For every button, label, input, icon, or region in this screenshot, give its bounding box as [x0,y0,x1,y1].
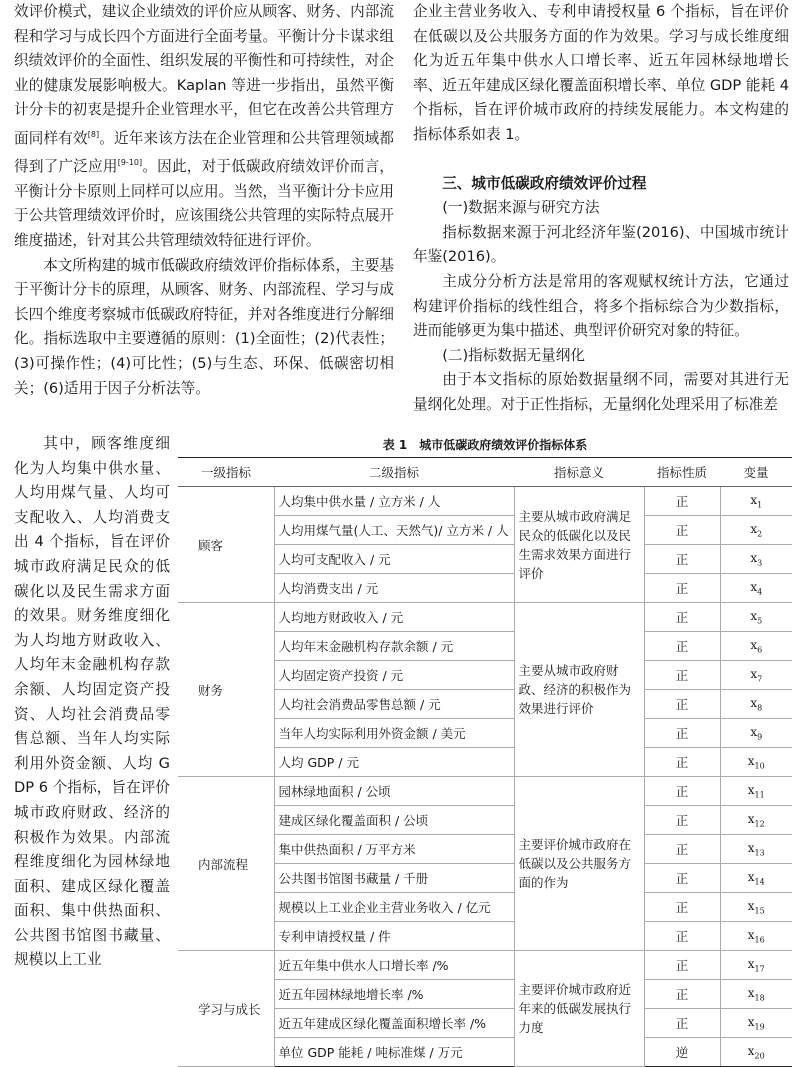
level1-indicator: 内部流程 [178,777,274,951]
indicator-nature: 正 [644,632,720,661]
left-paragraph-2: 本文所构建的城市低碳政府绩效评价指标体系，主要基于平衡计分卡的原理，从顾客、财务、内部流程、学习与成长四个维度考察城市低碳政府特征，并对各维度进行分解细化。指标选取中主要遵循的原则：(1)全面性；(2)代表性；(3)可操作性；(4)可比性；(5)与生态、环保、低碳密切相关；(6)适用于因子分析法等。 [14,256,394,397]
table-row [178,777,792,806]
variable-cell [720,545,792,574]
indicator-nature: 正 [644,603,720,632]
left-paragraph-1 [14,0,394,254]
variable-cell [720,487,792,516]
citation-9-10: [9-10] [117,158,143,168]
level1-indicator: 顾客 [178,487,274,603]
variable-symbol: x [747,840,755,855]
variable-cell [720,806,792,835]
level2-indicator: 集中供热面积 / 万平方米 [274,835,514,864]
variable-subscript: 4 [757,587,763,597]
level2-indicator: 人均用煤气量(人工、天然气)/ 立方米 / 人 [274,516,514,545]
variable-subscript: 1 [757,500,763,510]
variable-symbol: x [750,579,758,594]
variable-symbol: x [747,985,755,1000]
indicator-meaning: 主要评价城市政府近年来的低碳发展执行力度 [514,951,644,1067]
variable-cell [720,922,792,951]
level2-indicator: 园林绿地面积 / 公顷 [274,777,514,806]
variable-subscript: 14 [754,877,765,887]
indicator-nature: 逆 [644,1038,720,1067]
left-p1-text: 效评价模式，建议企业绩效的评价应从顾客、财务、内部流程和学习与成长四个方面进行全面考量。平衡计分卡谋求组织绩效评价的全面性、组织发展的平衡性和可持续性，对企业的健康发展影响极大。Kaplan 等进一步指出，虽然平衡计分卡的初衷是提升企业管理水平，但它在改善公共管理方面同样有效 [14,3,394,147]
indicator-nature: 正 [644,1009,720,1038]
variable-cell [720,864,792,893]
right-paragraph-1: 企业主营业务收入、专利申请授权量 6 个指标，旨在评价在低碳以及公共服务方面的作为效果。学习与成长维度细化为近五年集中供水人口增长率、近五年园林绿地增长率、近五年建成区绿化覆盖面积增长率、单位 GDP 能耗 4 个指标，旨在评价城市政府的持续发展能力。本文构建的指标体系如表 1。 [413,3,789,143]
left-column [14,0,394,401]
level2-indicator: 人均年末金融机构存款余额 / 元 [274,632,514,661]
level2-indicator: 专利申请授权量 / 件 [274,922,514,951]
variable-symbol: x [747,1014,755,1029]
header-level1: 一级指标 [178,458,274,487]
level2-indicator: 人均 GDP / 元 [274,748,514,777]
indicator-nature: 正 [644,980,720,1009]
level2-indicator: 人均消费支出 / 元 [274,574,514,603]
level1-indicator: 财务 [178,603,274,777]
variable-symbol: x [747,927,755,942]
variable-subscript: 20 [754,1051,765,1061]
variable-subscript: 7 [757,674,763,684]
indicator-nature: 正 [644,893,720,922]
variable-symbol: x [747,1043,755,1058]
variable-cell [720,574,792,603]
variable-subscript: 15 [754,906,765,916]
level2-indicator: 人均地方财政收入 / 元 [274,603,514,632]
indicator-nature: 正 [644,922,720,951]
variable-subscript: 16 [754,935,765,945]
variable-cell [720,777,792,806]
variable-subscript: 3 [757,558,763,568]
left-paragraph-3: 其中，顾客维度细化为人均集中供水量、人均用煤气量、人均可支配收入、人均消费支出 4 个指标，旨在评价城市政府满足民众的低碳化以及民生需求方面的效果。财务维度细化为人均地方财政收入、人均年末金融机构存款余额、人均固定资产投资、人均社会消费品零售总额、当年人均实际利用外资金额、人均 GDP 6 个指标，旨在评价城市政府财政、经济的积极作为效果。内部流程维度细化为园林绿地面积、建成区绿化覆盖面积、集中供热面积、公共图书馆图书藏量、规模以上工业 [14,435,170,969]
variable-subscript: 5 [757,616,763,626]
variable-cell [720,1038,792,1067]
variable-symbol: x [747,811,755,826]
table-body [178,487,792,1067]
variable-cell [720,748,792,777]
variable-subscript: 9 [757,732,763,742]
table-row [178,951,792,980]
level2-indicator: 规模以上工业企业主营业务收入 / 亿元 [274,893,514,922]
level2-indicator: 近五年建成区绿化覆盖面积增长率 /% [274,1009,514,1038]
table-header-row [178,458,792,487]
left-p1-end: 。因此，对于低碳政府绩效评价而言，平衡计分卡原则上同样可以应用。当然，当平衡计分卡应用于公共管理绩效评价时，应该围绕公共管理的实际特点展开维度描述，针对其公共管理绩效特征进行评价。 [14,158,394,250]
variable-subscript: 2 [757,529,763,539]
indicator-nature: 正 [644,487,720,516]
variable-subscript: 11 [754,790,765,800]
section-heading: 三、城市低碳政府绩效评价过程 [442,174,647,192]
indicator-meaning: 主要从城市政府财政、经济的积极作为效果进行评价 [514,603,644,777]
variable-cell [720,835,792,864]
indicator-nature: 正 [644,690,720,719]
level2-indicator: 建成区绿化覆盖面积 / 公顷 [274,806,514,835]
table-row [178,487,792,516]
variable-subscript: 17 [754,964,765,974]
variable-subscript: 18 [754,993,765,1003]
variable-cell [720,719,792,748]
variable-symbol: x [750,521,758,536]
level2-indicator: 公共图书馆图书藏量 / 千册 [274,864,514,893]
variable-symbol: x [750,492,758,507]
variable-symbol: x [747,869,755,884]
header-level2: 二级指标 [274,458,514,487]
level2-indicator: 人均可支配收入 / 元 [274,545,514,574]
indicator-nature: 正 [644,719,720,748]
subsection-heading-2: (二)指标数据无量纲化 [442,346,585,364]
level2-indicator: 单位 GDP 能耗 / 吨标准煤 / 万元 [274,1038,514,1067]
indicator-nature: 正 [644,661,720,690]
indicator-table [178,457,792,1067]
side-text-block [14,432,170,973]
level2-indicator: 近五年集中供水人口增长率 /% [274,951,514,980]
variable-cell [720,632,792,661]
spacer [413,148,789,172]
table-row [178,603,792,632]
header-meaning: 指标意义 [514,458,644,487]
header-nature: 指标性质 [644,458,720,487]
indicator-meaning: 主要从城市政府满足民众的低碳化以及民生需求效果方面进行评价 [514,487,644,603]
subsection-heading-1: (一)数据来源与研究方法 [442,199,600,217]
indicator-nature: 正 [644,777,720,806]
variable-subscript: 12 [754,819,765,829]
variable-symbol: x [747,782,755,797]
right-paragraph-4: 由于本文指标的原始数据量纲不同，需要对其进行无量纲化处理。对于正性指标，无量纲化处理采用了标准差 [413,371,789,413]
variable-subscript: 19 [754,1022,765,1032]
indicator-nature: 正 [644,951,720,980]
citation-8: [8] [87,129,100,139]
right-paragraph-2: 指标数据来源于河北经济年鉴(2016)、中国城市统计年鉴(2016)。 [413,223,789,266]
variable-cell [720,893,792,922]
variable-symbol: x [750,724,758,739]
variable-symbol: x [750,608,758,623]
level2-indicator: 人均集中供水量 / 立方米 / 人 [274,487,514,516]
variable-symbol: x [750,666,758,681]
indicator-meaning: 主要评价城市政府在低碳以及公共服务方面的作为 [514,777,644,951]
variable-symbol: x [750,550,758,565]
variable-cell [720,516,792,545]
variable-subscript: 13 [754,848,765,858]
level2-indicator: 近五年园林绿地增长率 /% [274,980,514,1009]
variable-cell [720,661,792,690]
right-paragraph-3: 主成分分析方法是常用的客观赋权统计方法，它通过构建评价指标的线性组合，将多个指标综合为少数指标，进而能够更为集中描述、典型评价研究对象的特征。 [413,272,789,340]
indicator-nature: 正 [644,864,720,893]
table-caption: 表 1 城市低碳政府绩效评价指标体系 [382,438,588,452]
level2-indicator: 人均社会消费品零售总额 / 元 [274,690,514,719]
indicator-nature: 正 [644,748,720,777]
right-column [413,0,789,418]
left-p1-mid: 。近年来该方法在企业管理和公共管理领域都得到了广泛应用 [14,129,394,176]
variable-symbol: x [750,637,758,652]
indicator-nature: 正 [644,806,720,835]
variable-subscript: 6 [757,645,763,655]
variable-cell [720,690,792,719]
indicator-nature: 正 [644,835,720,864]
variable-subscript: 10 [754,761,765,771]
variable-cell [720,980,792,1009]
variable-symbol: x [747,956,755,971]
level2-indicator: 人均固定资产投资 / 元 [274,661,514,690]
indicator-nature: 正 [644,574,720,603]
variable-subscript: 8 [757,703,763,713]
variable-cell [720,603,792,632]
indicator-nature: 正 [644,545,720,574]
header-variable: 变量 [720,458,792,487]
variable-cell [720,951,792,980]
level1-indicator: 学习与成长 [178,951,274,1067]
variable-symbol: x [747,753,755,768]
variable-symbol: x [747,898,755,913]
level2-indicator: 当年人均实际利用外资金额 / 美元 [274,719,514,748]
indicator-nature: 正 [644,516,720,545]
variable-cell [720,1009,792,1038]
variable-symbol: x [750,695,758,710]
